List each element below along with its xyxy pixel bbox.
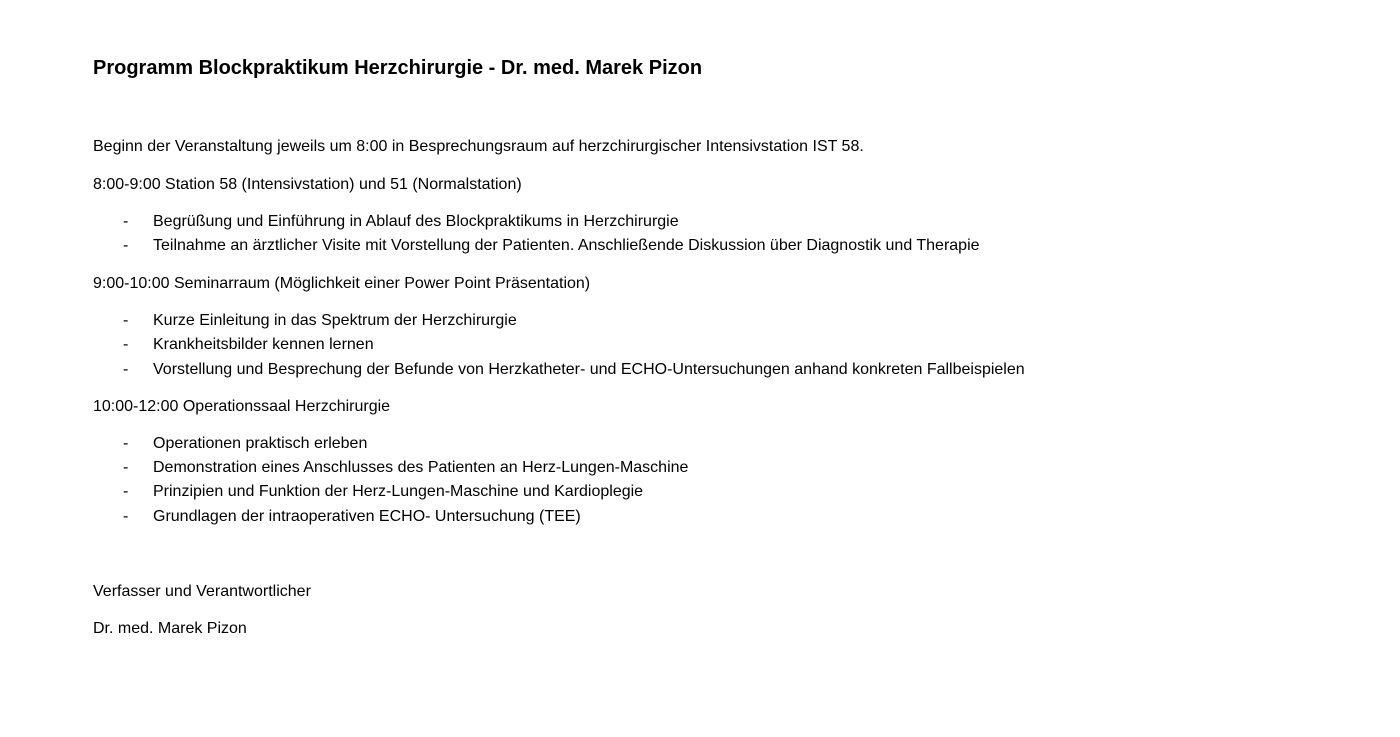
list-item-text: Begrüßung und Einführung in Ablauf des Blockpraktikums in Herzchirurgie (153, 213, 679, 230)
author-name: Dr. med. Marek Pizon (93, 620, 247, 637)
list-item-text: Operationen praktisch erleben (153, 435, 368, 452)
section-heading-seminar: 9:00-10:00 Seminarraum (Möglichkeit einer Power Point Präsentation) (93, 275, 591, 292)
bullet-marker: - (123, 237, 129, 254)
document-title: Programm Blockpraktikum Herzchirurgie - Dr. med. Marek Pizon (93, 57, 703, 79)
bullet-marker: - (123, 213, 129, 230)
bullet-marker: - (123, 336, 129, 353)
bullet-marker: - (123, 312, 129, 329)
section-heading-station: 8:00-9:00 Station 58 (Intensivstation) und 51 (Normalstation) (93, 176, 522, 193)
bullet-marker: - (123, 361, 129, 378)
bullet-marker: - (123, 435, 129, 452)
bullet-marker: - (123, 459, 129, 476)
author-label: Verfasser und Verantwortlicher (93, 583, 311, 600)
list-item-text: Demonstration eines Anschlusses des Patienten an Herz-Lungen-Maschine (153, 459, 689, 476)
list-item-text: Prinzipien und Funktion der Herz-Lungen-Maschine und Kardioplegie (153, 483, 644, 500)
list-item-text: Kurze Einleitung in das Spektrum der Herzchirurgie (153, 312, 517, 329)
intro-text: Beginn der Veranstaltung jeweils um 8:00 in Besprechungsraum auf herzchirurgischer Intensivstation IST 58. (93, 138, 864, 155)
bullet-marker: - (123, 483, 129, 500)
bullet-marker: - (123, 508, 129, 525)
list-item-text: Grundlagen der intraoperativen ECHO- Untersuchung (TEE) (153, 508, 581, 525)
section-heading-or: 10:00-12:00 Operationssaal Herzchirurgie (93, 398, 391, 415)
list-item-text: Vorstellung und Besprechung der Befunde von Herzkatheter- und ECHO-Untersuchungen anhand konkreten Fallbeispielen (153, 361, 1025, 378)
list-item-text: Teilnahme an ärztlicher Visite mit Vorstellung der Patienten. Anschließende Diskussion über Diagnostik und Therapie (153, 237, 980, 254)
list-item-text: Krankheitsbilder kennen lernen (153, 336, 374, 353)
